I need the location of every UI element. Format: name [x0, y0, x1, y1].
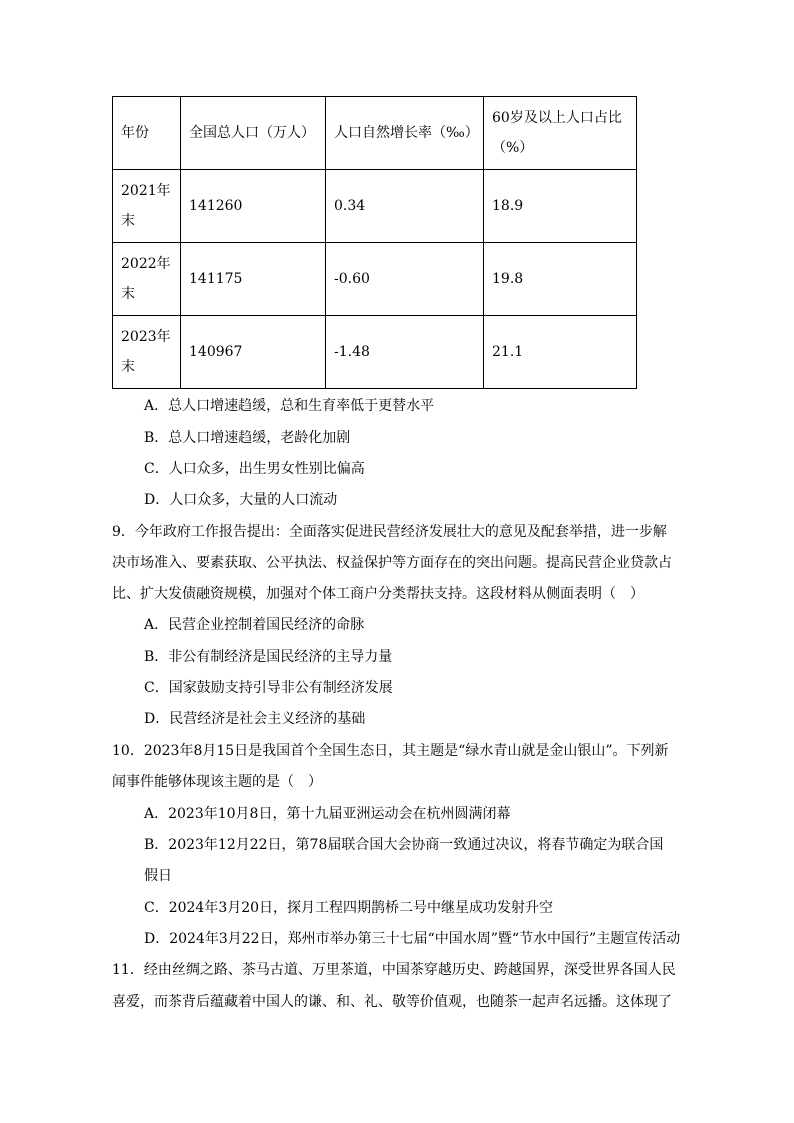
- header-cell: 60岁及以上人口占比（%）: [484, 97, 637, 170]
- q10-option-a: A．2023年10月8日，第十九届亚洲运动会在杭州圆满闭幕: [144, 806, 511, 822]
- q9-option-c: C．国家鼓励支持引导非公有制经济发展: [144, 680, 393, 696]
- q10-option-c: C．2024年3月20日，探月工程四期鹊桥二号中继星成功发射升空: [144, 900, 554, 916]
- table-cell: 2023年末: [113, 316, 181, 389]
- table-header-row: [113, 97, 637, 170]
- q9-option-b: B．非公有制经济是国民经济的主导力量: [144, 649, 393, 665]
- table-cell: 2021年末: [113, 170, 181, 243]
- table-cell: 18.9: [484, 170, 637, 243]
- q9-option-d: D．民营经济是社会主义经济的基础: [144, 711, 366, 727]
- header-cell: 全国总人口（万人）: [181, 97, 326, 170]
- q9-stem-line: 比、扩大发债融资规模，加强对个体工商户分类帮扶支持。这段材料从侧面表明（ ）: [112, 586, 644, 602]
- q8-option-a: A．总人口增速趋缓，总和生育率低于更替水平: [144, 398, 435, 414]
- table-cell: 140967: [181, 316, 326, 389]
- q10-option-b-cont: 假日: [144, 868, 172, 884]
- table-row: [113, 170, 637, 243]
- table-cell: 141175: [181, 243, 326, 316]
- table-cell: 19.8: [484, 243, 637, 316]
- table-row: [113, 243, 637, 316]
- q10-option-d: D．2024年3月22日，郑州市举办第三十七届“中国水周”暨“节水中国行”主题宣传活动: [144, 931, 681, 947]
- table-cell: 0.34: [326, 170, 484, 243]
- q10-stem-line: 10．2023年8月15日是我国首个全国生态日，其主题是“绿水青山就是金山银山”。下列新: [112, 743, 669, 759]
- q10-stem-line: 闻事件能够体现该主题的是（ ）: [112, 774, 322, 790]
- table-cell: 21.1: [484, 316, 637, 389]
- header-cell: 年份: [113, 97, 181, 170]
- table-cell: 141260: [181, 170, 326, 243]
- table-cell: -1.48: [326, 316, 484, 389]
- q8-option-b: B．总人口增速趋缓，老龄化加剧: [144, 430, 351, 446]
- q8-option-c: C．人口众多，出生男女性别比偏高: [144, 461, 365, 477]
- table-cell: 2022年末: [113, 243, 181, 316]
- q11-stem-line: 11．经由丝绸之路、茶马古道、万里茶道，中国茶穿越历史、跨越国界，深受世界各国人民: [112, 962, 676, 978]
- table-row: [113, 316, 637, 389]
- q9-option-a: A．民营企业控制着国民经济的命脉: [144, 617, 365, 633]
- table-cell: -0.60: [326, 243, 484, 316]
- header-cell: 人口自然增长率（‰）: [326, 97, 484, 170]
- q11-stem-line: 喜爱，而茶背后蕴藏着中国人的谦、和、礼、敬等价值观，也随茶一起声名远播。这体现了: [112, 994, 672, 1010]
- q8-option-d: D．人口众多，大量的人口流动: [144, 492, 338, 508]
- q9-stem-line: 9．今年政府工作报告提出：全面落实促进民营经济发展壮大的意见及配套举措，进一步解: [112, 524, 667, 540]
- population-table: [112, 96, 637, 389]
- q10-option-b: B．2023年12月22日，第78届联合国大会协商一致通过决议，将春节确定为联合国: [144, 837, 664, 853]
- q9-stem-line: 决市场准入、要素获取、公平执法、权益保护等方面存在的突出问题。提高民营企业贷款占: [112, 555, 672, 571]
